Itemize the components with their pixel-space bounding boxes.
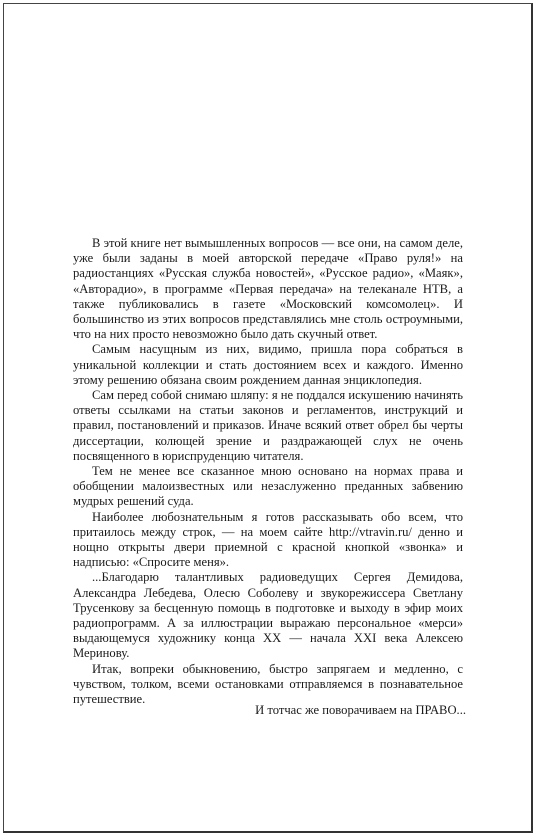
- paragraph: ...Благодарю талантливых радиоведущих Сергея Демидова, Александра Лебедева, Олесю Соболеву и звукорежиссера Светлану Трусенкову за бесценную помощь в подготовке и выходу в эфир моих радиопрограмм. А за иллюстрации выражаю персональное «мерси» выдающемуся художнику конца XX — начала XXI века Алексею Меринову.: [73, 570, 463, 661]
- paragraph: Сам перед собой снимаю шляпу: я не поддался искушению начинять ответы ссылками на статьи законов и регламентов, инструкций и правил, постановлений и приказов. Иначе всякий ответ обрел бы черты диссертации, колющей зрение и раздражающей слух не очень посвященного в юриспруденцию читателя.: [73, 388, 463, 463]
- paragraph: Самым насущным из них, видимо, пришла пора собраться в уникальной коллекции и стать достоянием всех и каждого. Именно этому решению обязана своим рождением данная энциклопедия.: [73, 342, 463, 387]
- paragraph: В этой книге нет вымышленных вопросов — все они, на самом деле, уже были заданы в моей авторской передаче «Право руля!» на радиостанциях «Русская служба новостей», «Русское радио», «Маяк», «Авторадио», в программе «Первая передача» на телеканале НТВ, а также публиковались в газете «Московский комсомолец». И большинство из этих вопросов представлялись мне столь остроумными, что на них просто невозможно было дать скучный ответ.: [73, 236, 463, 342]
- closing-line: И тотчас же поворачиваем на ПРАВО...: [255, 703, 466, 717]
- paragraph: Тем не менее все сказанное мною основано на нормах права и обобщении малоизвестных или незаслуженно преданных забвению мудрых решений суда.: [73, 464, 463, 509]
- body-text: [73, 236, 463, 707]
- paragraph: Итак, вопреки обыкновению, быстро запрягаем и медленно, с чувством, толком, всеми остановками отправляемся в познавательное путешествие.: [73, 661, 463, 707]
- paragraph: Наиболее любознательным я готов рассказывать обо всем, что притаилось между строк, — на моем сайте http://vtravin.ru/ денно и нощно открыты двери приемной с красной кнопкой «звонка» и надписью: «Спросите меня».: [73, 509, 463, 570]
